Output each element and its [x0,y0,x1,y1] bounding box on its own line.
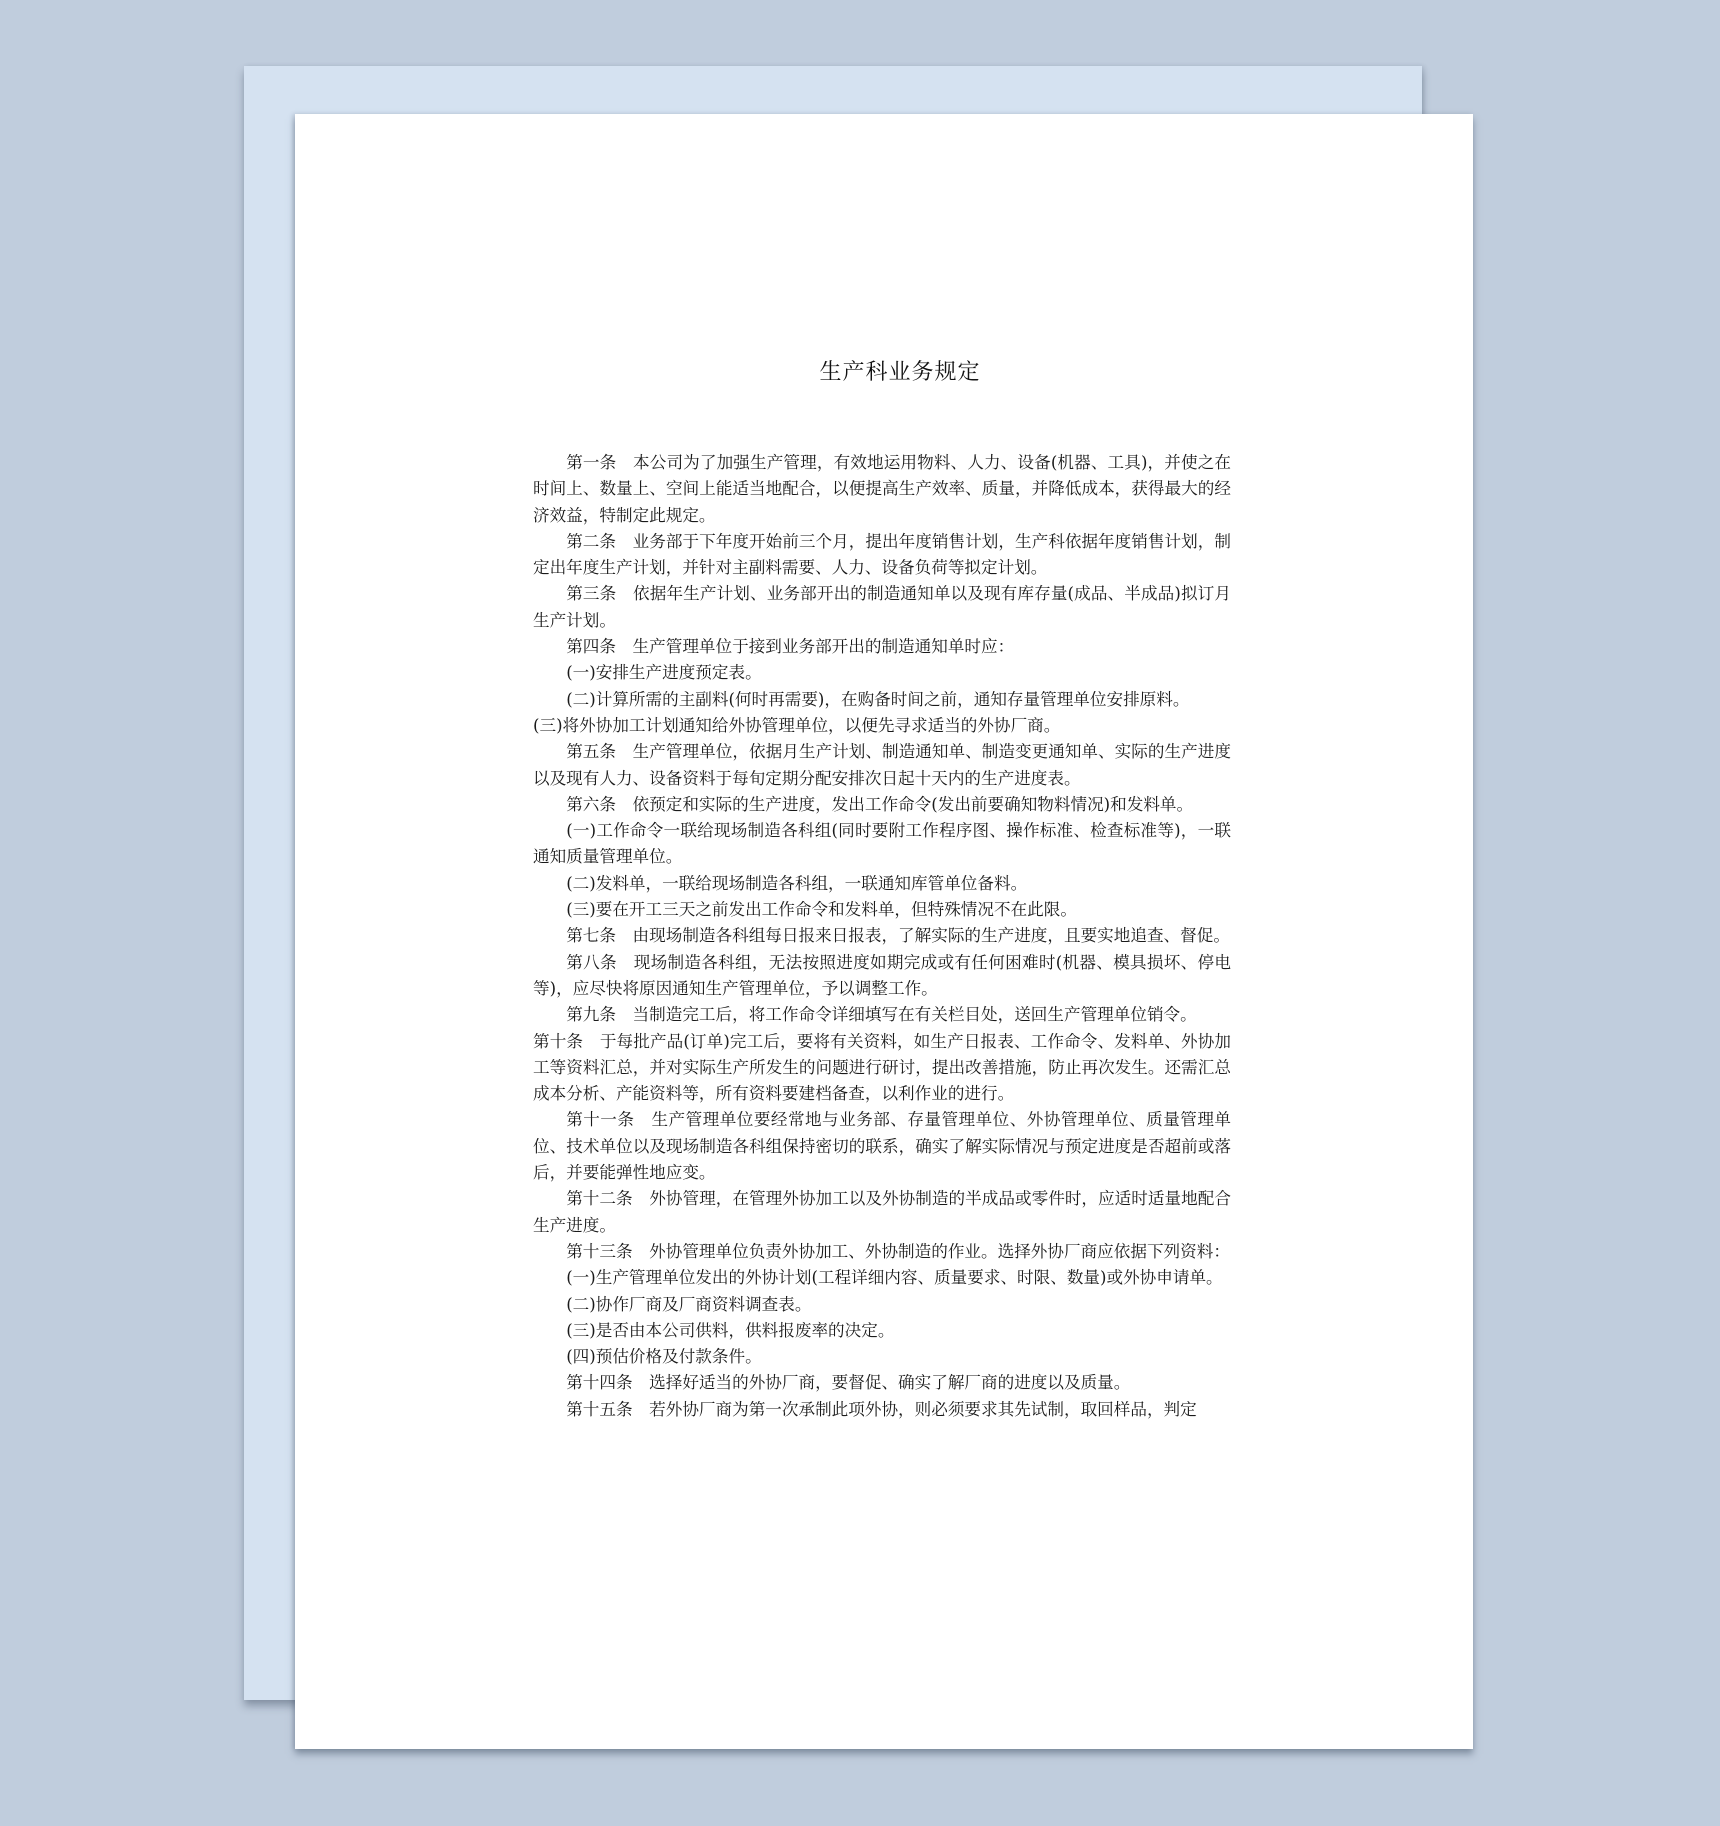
article-4: 第四条 生产管理单位于接到业务部开出的制造通知单时应： [566,637,1015,657]
article-12: 第十二条 外协管理，在管理外协加工以及外协制造的半成品或零件时，应适时适量地配合生产进度。 [533,1189,1231,1235]
article-3: 第三条 依据年生产计划、业务部开出的制造通知单以及现有库存量(成品、半成品)拟订月生产计划。 [533,584,1231,630]
article-10: 第十条 于每批产品(订单)完工后，要将有关资料，如生产日报表、工作命令、发料单、外协加工等资料汇总，并对实际生产所发生的问题进行研讨，提出改善措施，防止再次发生。还需汇总成本分析、产能资料等，所有资料要建档备查，以利作业的进行。 [533,1031,1231,1104]
article-6-item-3: (三)要在开工三天之前发出工作命令和发料单，但特殊情况不在此限。 [566,900,1077,920]
article-2: 第二条 业务部于下年度开始前三个月，提出年度销售计划，生产科依据年度销售计划，制定出年度生产计划，并针对主副料需要、人力、设备负荷等拟定计划。 [533,531,1231,578]
article-13-item-4: (四)预估价格及付款条件。 [566,1347,762,1367]
article-15: 第十五条 若外协厂商为第一次承制此项外协，则必须要求其先试制，取回样品，判定 [566,1399,1197,1419]
article-14: 第十四条 选择好适当的外协厂商，要督促、确实了解厂商的进度以及质量。 [566,1373,1131,1393]
article-13-item-1: (一)生产管理单位发出的外协计划(工程详细内容、质量要求、时限、数量)或外协申请单。 [566,1268,1223,1288]
article-13-item-3: (三)是否由本公司供料，供料报废率的决定。 [566,1320,895,1340]
article-6: 第六条 依预定和实际的生产进度，发出工作命令(发出前要确知物料情况)和发料单。 [566,794,1194,814]
article-8: 第八条 现场制造各科组，无法按照进度如期完成或有任何困难时(机器、模具损坏、停电等)，应尽快将原因通知生产管理单位，予以调整工作。 [533,952,1231,998]
article-1: 第一条 本公司为了加强生产管理，有效地运用物料、人力、设备(机器、工具)，并使之在时间上、数量上、空间上能适当地配合，以便提高生产效率、质量，并降低成本，获得最大的经济效益，特制定此规定。 [533,453,1231,525]
article-11: 第十一条 生产管理单位要经常地与业务部、存量管理单位、外协管理单位、质量管理单位、技术单位以及现场制造各科组保持密切的联系，确实了解实际情况与预定进度是否超前或落后，并要能弹性地应变。 [533,1110,1231,1183]
article-4-item-1: (一)安排生产进度预定表。 [566,663,762,683]
article-9: 第九条 当制造完工后，将工作命令详细填写在有关栏目处，送回生产管理单位销令。 [566,1005,1197,1025]
article-4-item-2: (二)计算所需的主副料(何时再需要)，在购备时间之前，通知存量管理单位安排原料。 [566,689,1190,709]
document-page [295,114,1473,1749]
article-5: 第五条 生产管理单位，依据月生产计划、制造通知单、制造变更通知单、实际的生产进度以及现有人力、设备资料于每旬定期分配安排次日起十天内的生产进度表。 [533,742,1231,788]
article-7: 第七条 由现场制造各科组每日报来日报表，了解实际的生产进度，且要实地追查、督促。 [566,926,1230,946]
document-body [533,450,1231,1423]
article-6-item-1: (一)工作命令一联给现场制造各科组(同时要附工作程序图、操作标准、检查标准等)，一联通知质量管理单位。 [533,821,1231,867]
document-title: 生产科业务规定 [819,360,981,385]
article-6-item-2: (二)发料单，一联给现场制造各科组，一联通知库管单位备料。 [566,873,1028,893]
article-4-item-3: (三)将外协加工计划通知给外协管理单位，以便先寻求适当的外协厂商。 [533,715,1061,735]
article-13-item-2: (二)协作厂商及厂商资料调查表。 [566,1294,812,1314]
article-13: 第十三条 外协管理单位负责外协加工、外协制造的作业。选择外协厂商应依据下列资料： [566,1241,1230,1261]
